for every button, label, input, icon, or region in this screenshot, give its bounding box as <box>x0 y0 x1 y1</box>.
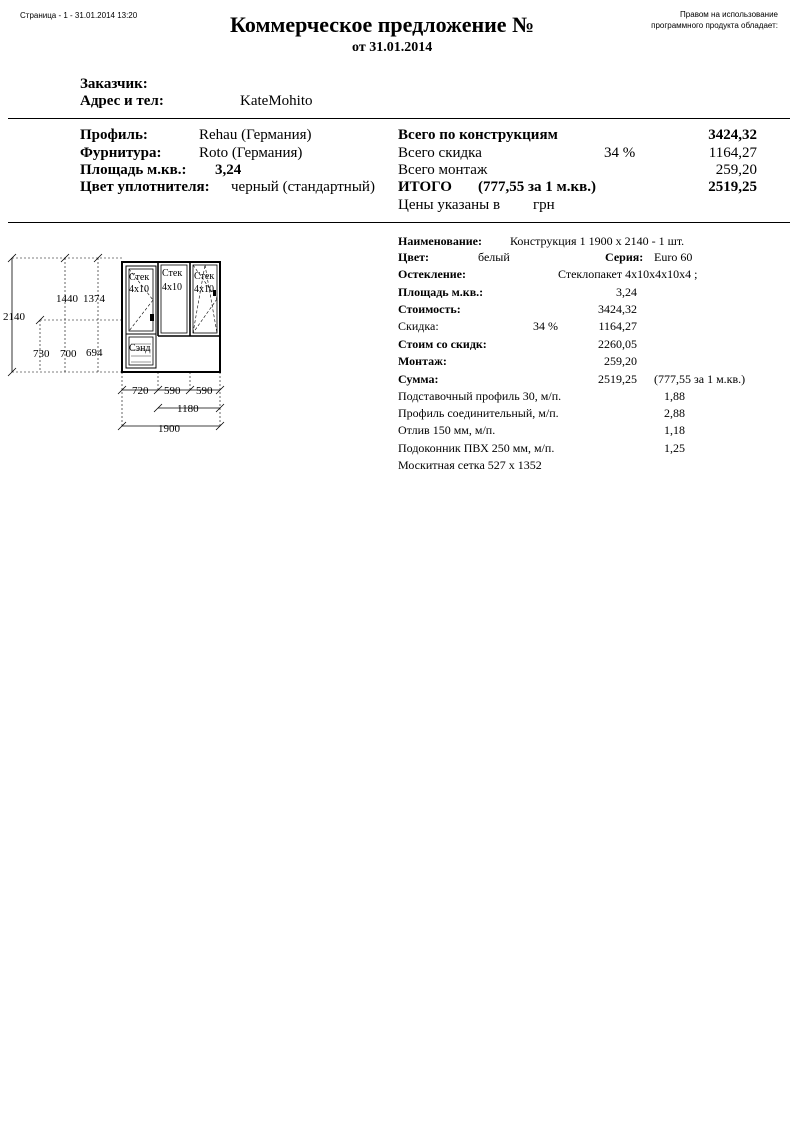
page-info: Страница - 1 - 31.01.2014 13:20 <box>20 11 138 20</box>
rights-line-2: программного продукта обладает: <box>651 21 778 30</box>
detail-area-value: 3,24 <box>616 285 637 299</box>
pane-label: 4х10 <box>162 282 182 293</box>
address-value: KateMohito <box>240 93 313 109</box>
pane-label: Стек <box>162 268 183 279</box>
dimension-label: 700 <box>60 348 77 360</box>
sum-value: 2519,25 <box>598 372 637 386</box>
extra-label: Москитная сетка 527 х 1352 <box>398 458 542 472</box>
dimension-label: 590 <box>164 385 181 397</box>
dimension-label: 1900 <box>158 423 180 435</box>
itogo-per-sqm: (777,55 за 1 м.кв.) <box>478 179 596 195</box>
dimension-label: 2140 <box>3 311 25 323</box>
cost-discounted-label: Стоим со скидк: <box>398 337 487 351</box>
seal-label: Цвет уплотнителя: <box>80 179 210 195</box>
dimension-label: 590 <box>196 385 213 397</box>
dimension-label: 694 <box>86 347 103 359</box>
cost-discounted-value: 2260,05 <box>598 337 637 351</box>
extra-value: 2,88 <box>664 406 685 420</box>
detail-discount-label: Скидка: <box>398 319 439 333</box>
itogo-label: ИТОГО <box>398 179 452 195</box>
detail-discount-percent: 34 % <box>533 319 558 333</box>
discount-label: Всего скидка <box>398 145 482 161</box>
total-value: 3424,32 <box>708 127 757 143</box>
series-label: Серия: <box>605 250 644 264</box>
pane-label: 4х10 <box>194 284 214 295</box>
profile-label: Профиль: <box>80 127 148 143</box>
extra-label: Профиль соединительный, м/п. <box>398 406 559 420</box>
currency-note: Цены указаны в <box>398 197 501 213</box>
extra-label: Подставочный профиль 30, м/п. <box>398 389 562 403</box>
detail-install-label: Монтаж: <box>398 354 447 368</box>
dimension-label: 1180 <box>177 403 199 415</box>
install-value: 259,20 <box>715 162 757 178</box>
rights-line-1: Правом на использование <box>680 10 778 19</box>
document-date: от 31.01.2014 <box>352 40 433 55</box>
cost-label: Стоимость: <box>398 302 461 316</box>
dimension-label: 1374 <box>83 293 105 305</box>
color-label: Цвет: <box>398 250 430 264</box>
dimension-label: 720 <box>132 385 149 397</box>
construction-drawing <box>0 240 240 440</box>
glazing-value: Стеклопакет 4х10х4х10х4 ; <box>558 267 698 281</box>
detail-install-value: 259,20 <box>604 354 637 368</box>
sum-per-sqm: (777,55 за 1 м.кв.) <box>654 372 746 386</box>
dimension-label: 1440 <box>56 293 78 305</box>
cost-value: 3424,32 <box>598 302 637 316</box>
extra-value: 1,18 <box>664 423 685 437</box>
name-value: Конструкция 1 1900 х 2140 - 1 шт. <box>510 234 685 248</box>
address-label: Адрес и тел: <box>80 93 164 109</box>
dimension-label: 730 <box>33 348 50 360</box>
color-value: белый <box>478 250 510 264</box>
extra-label: Подоконник ПВХ 250 мм, м/п. <box>398 441 555 455</box>
discount-percent: 34 % <box>604 145 636 161</box>
extra-value: 1,88 <box>664 389 685 403</box>
pane-label: Стек <box>194 271 215 282</box>
divider-top <box>8 118 790 119</box>
area-label: Площадь м.кв.: <box>80 162 187 178</box>
page-title: Коммерческое предложение № <box>230 12 535 37</box>
pane-label: Сэнд <box>129 343 151 354</box>
area-value: 3,24 <box>215 162 242 178</box>
glazing-label: Остекление: <box>398 267 467 281</box>
series-value: Euro 60 <box>654 250 693 264</box>
seal-value: черный (стандартный) <box>231 179 375 195</box>
customer-label: Заказчик: <box>80 76 148 92</box>
sum-label: Сумма: <box>398 372 439 386</box>
pane-label: 4х10 <box>129 284 149 295</box>
discount-value: 1164,27 <box>708 145 757 161</box>
profile-value: Rehau (Германия) <box>199 127 312 143</box>
divider-middle <box>8 222 790 223</box>
name-label: Наименование: <box>398 234 482 248</box>
fittings-label: Фурнитура: <box>80 145 162 161</box>
extra-label: Отлив 150 мм, м/п. <box>398 423 496 437</box>
detail-discount-value: 1164,27 <box>598 319 637 333</box>
detail-area-label: Площадь м.кв.: <box>398 285 484 299</box>
total-label: Всего по конструкциям <box>398 127 558 143</box>
currency: грн <box>533 197 555 213</box>
install-label: Всего монтаж <box>398 162 488 178</box>
fittings-value: Roto (Германия) <box>199 145 303 161</box>
pane-label: Стек <box>129 272 150 283</box>
extra-value: 1,25 <box>664 441 685 455</box>
itogo-value: 2519,25 <box>708 179 757 195</box>
